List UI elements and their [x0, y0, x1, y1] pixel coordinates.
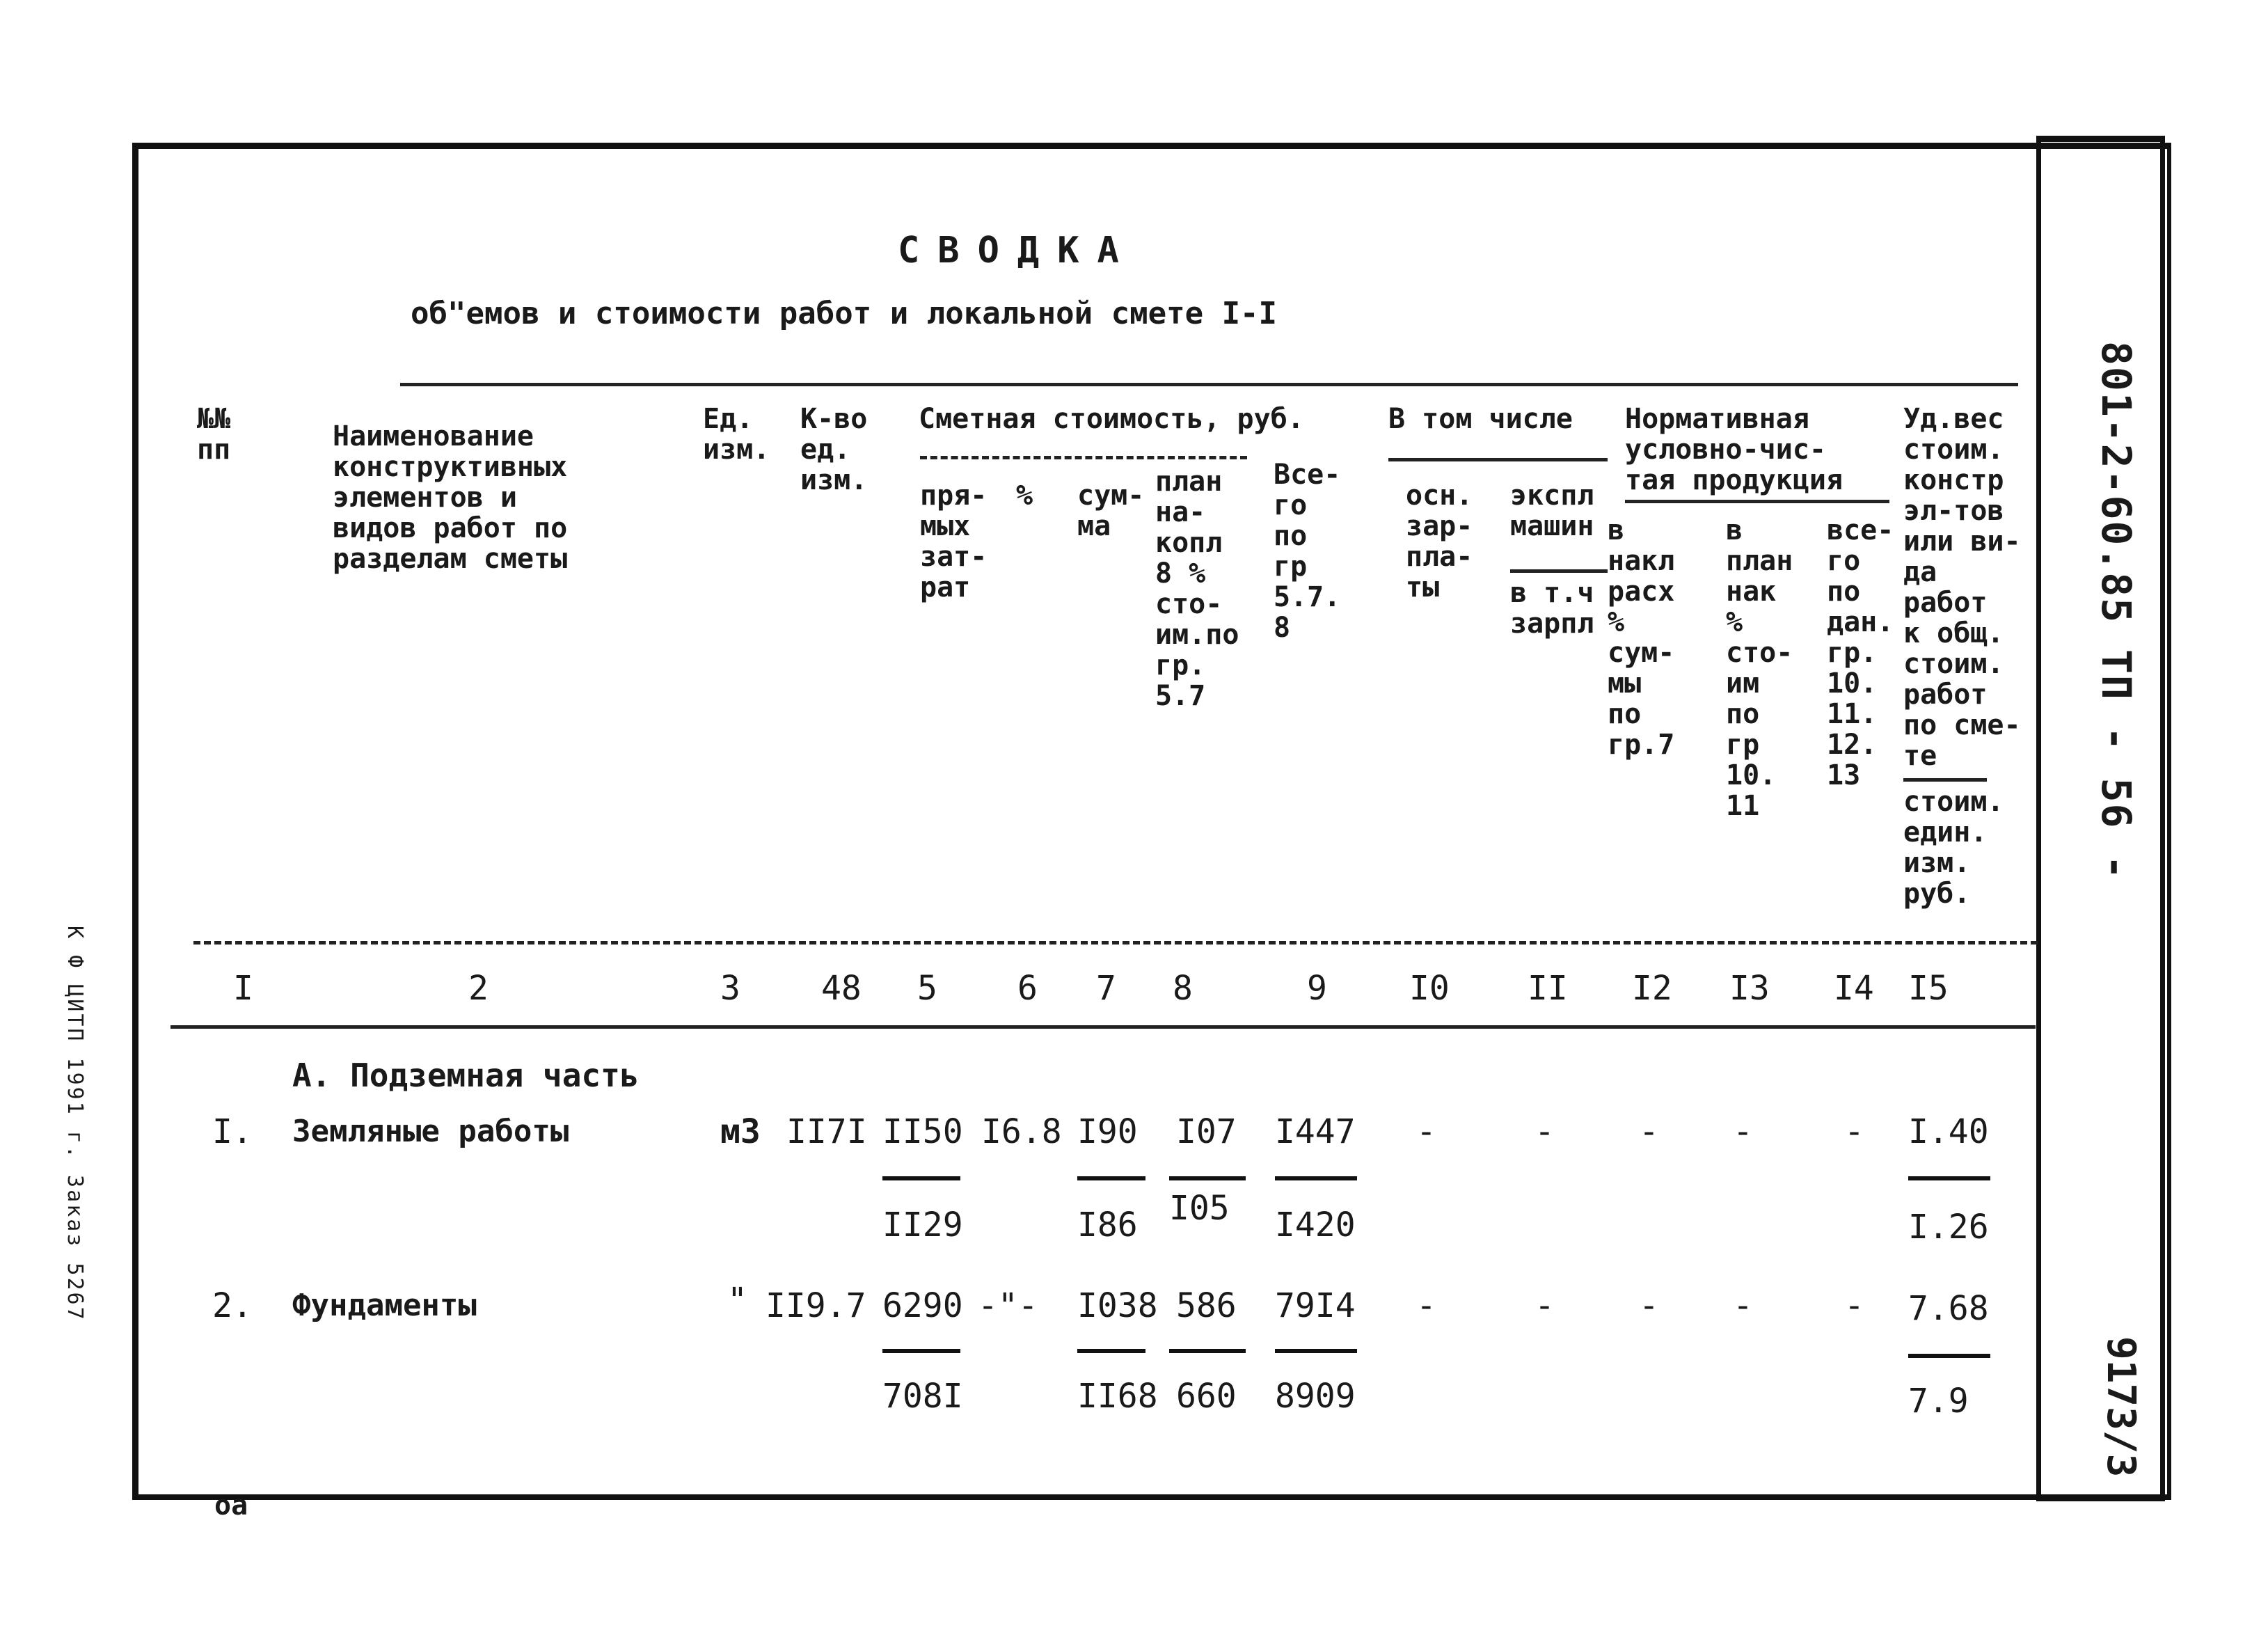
row1-share-rule	[1908, 1176, 1990, 1180]
row1-name: Земляные работы	[292, 1114, 569, 1149]
colnum-13: I3	[1729, 969, 1770, 1008]
row1-direct-actual: II29	[882, 1206, 963, 1244]
colnum-15: I5	[1908, 969, 1949, 1008]
colnum-4: 48	[821, 969, 862, 1008]
header-total: Все- го по гр 5.7. 8	[1274, 459, 1341, 644]
colnum-6: 6	[1017, 969, 1038, 1008]
header-share: Уд.вес стоим. констр эл-тов или ви- да работ к общ. стоим. работ по сме- те	[1903, 403, 2021, 772]
footer-mark: оа	[214, 1489, 248, 1522]
header-machines: экспл машин	[1510, 480, 1594, 542]
header-plan-acc: в план нак % сто- им по гр 10. 11	[1726, 514, 1793, 822]
sheet-number: 9173/3	[2098, 1336, 2143, 1478]
header-unit-cost: стоим. един. изм. руб.	[1903, 786, 2004, 910]
row1-plan-rule	[1169, 1176, 1246, 1180]
row1-direct: II50	[882, 1112, 963, 1151]
row2-sum: I038	[1077, 1286, 1158, 1325]
row1-total-rule	[1275, 1176, 1357, 1180]
colnum-12: I2	[1632, 969, 1672, 1008]
row2-plan-rule	[1169, 1349, 1246, 1353]
header-cost-group: Сметная стоимость, руб.	[919, 403, 1304, 435]
row2-plan-actual: 660	[1176, 1377, 1237, 1416]
row1-qty: II7I	[786, 1112, 867, 1151]
header-overhead: в накл расх % сум- мы по гр.7	[1608, 514, 1675, 761]
header-sum: сум- ма	[1077, 480, 1145, 542]
colnum-9: 9	[1307, 969, 1327, 1008]
colnum-3: 3	[720, 969, 740, 1008]
header-incl-group: В том числе	[1388, 403, 1573, 435]
colnum-8: 8	[1173, 969, 1193, 1008]
row2-total-actual: 8909	[1275, 1377, 1356, 1416]
margin-print-info: К Ф ЦИТП 1991 г. Заказ 5267	[63, 926, 87, 1322]
row2-sum-actual: II68	[1077, 1377, 1158, 1416]
row2-direct-actual: 708I	[882, 1377, 963, 1416]
row2-all-norm: -	[1844, 1286, 1864, 1325]
share-rule	[1903, 778, 1987, 782]
row1-sum-rule	[1077, 1176, 1145, 1180]
table-top-rule	[400, 383, 2018, 386]
document-subtitle: об"емов и стоимости работ и локальной смете I-I	[411, 296, 1278, 331]
row1-machines: -	[1535, 1112, 1555, 1151]
row2-qty: II9.7	[766, 1286, 866, 1325]
cost-group-dash	[920, 456, 1247, 459]
row2-plan-acc: -	[1733, 1286, 1753, 1325]
row1-unit: м3	[720, 1112, 761, 1151]
header-bottom-rule	[193, 941, 2038, 945]
header-wages: осн. зар- пла- ты	[1406, 480, 1473, 603]
row1-all-norm: -	[1844, 1112, 1864, 1151]
row1-total-actual: I420	[1275, 1206, 1356, 1244]
header-machines-wages: в т.ч зарпл	[1510, 577, 1594, 640]
row1-plan-actual: I05	[1169, 1189, 1230, 1228]
numbers-bottom-rule	[171, 1025, 2036, 1029]
header-all-norm: все- го по дан. гр. 10. 11. 12. 13	[1827, 514, 1894, 791]
colnum-7: 7	[1096, 969, 1116, 1008]
row2-num: 2.	[212, 1286, 253, 1325]
header-norm-group: Нормативная условно-чис- тая продукция	[1625, 403, 1843, 496]
row2-machines: -	[1535, 1286, 1555, 1325]
colnum-11: II	[1528, 969, 1568, 1008]
row1-num: I.	[212, 1112, 253, 1151]
header-direct: пря- мых зат- рат	[920, 480, 988, 603]
row1-plan-acc: -	[1733, 1112, 1753, 1151]
row2-direct: 6290	[882, 1286, 963, 1325]
row1-share: I.40	[1908, 1112, 1989, 1151]
row1-wages: -	[1416, 1112, 1436, 1151]
header-unit: Ед. изм.	[703, 403, 770, 466]
row2-sum-rule	[1077, 1349, 1145, 1353]
machines-rule	[1510, 569, 1608, 573]
row2-pct: -"-	[978, 1286, 1038, 1325]
row1-plan: I07	[1176, 1112, 1237, 1151]
row2-direct-rule	[882, 1349, 960, 1353]
row2-share-actual: 7.9	[1908, 1382, 1969, 1421]
header-name: Наименование конструктивных элементов и видов работ по разделам сметы	[333, 420, 568, 575]
row1-pct: I6.8	[981, 1112, 1062, 1151]
header-pct: %	[1016, 480, 1033, 512]
row2-name: Фундаменты	[292, 1288, 477, 1323]
norm-group-rule	[1625, 500, 1889, 503]
colnum-14: I4	[1834, 969, 1874, 1008]
document-title: СВОДКА	[898, 230, 1137, 271]
row2-unit: "	[727, 1281, 747, 1320]
row1-sum-actual: I86	[1077, 1206, 1138, 1244]
row2-total: 79I4	[1275, 1286, 1356, 1325]
row2-share: 7.68	[1908, 1289, 1989, 1328]
header-qty: К-во ед. изм.	[800, 403, 868, 496]
row2-share-rule	[1908, 1354, 1990, 1358]
row2-overhead: -	[1639, 1286, 1659, 1325]
colnum-10: I0	[1409, 969, 1450, 1008]
row1-share-actual: I.26	[1908, 1208, 1989, 1247]
header-num: №№ пп	[197, 403, 231, 466]
header-plan: план на- копл 8 % сто- им.по гр. 5.7	[1155, 466, 1239, 712]
row2-total-rule	[1275, 1349, 1357, 1353]
row1-total: I447	[1275, 1112, 1356, 1151]
incl-group-rule	[1388, 458, 1608, 461]
row1-sum: I90	[1077, 1112, 1138, 1151]
colnum-5: 5	[917, 969, 937, 1008]
row2-wages: -	[1416, 1286, 1436, 1325]
colnum-2: 2	[468, 969, 489, 1008]
row1-overhead: -	[1639, 1112, 1659, 1151]
colnum-1: I	[233, 969, 253, 1008]
row1-direct-rule	[882, 1176, 960, 1180]
document-code: 801-2-60.85 ТП - 56 -	[2093, 341, 2140, 881]
section-heading: А. Подземная часть	[292, 1057, 640, 1094]
row2-plan: 586	[1176, 1286, 1237, 1325]
